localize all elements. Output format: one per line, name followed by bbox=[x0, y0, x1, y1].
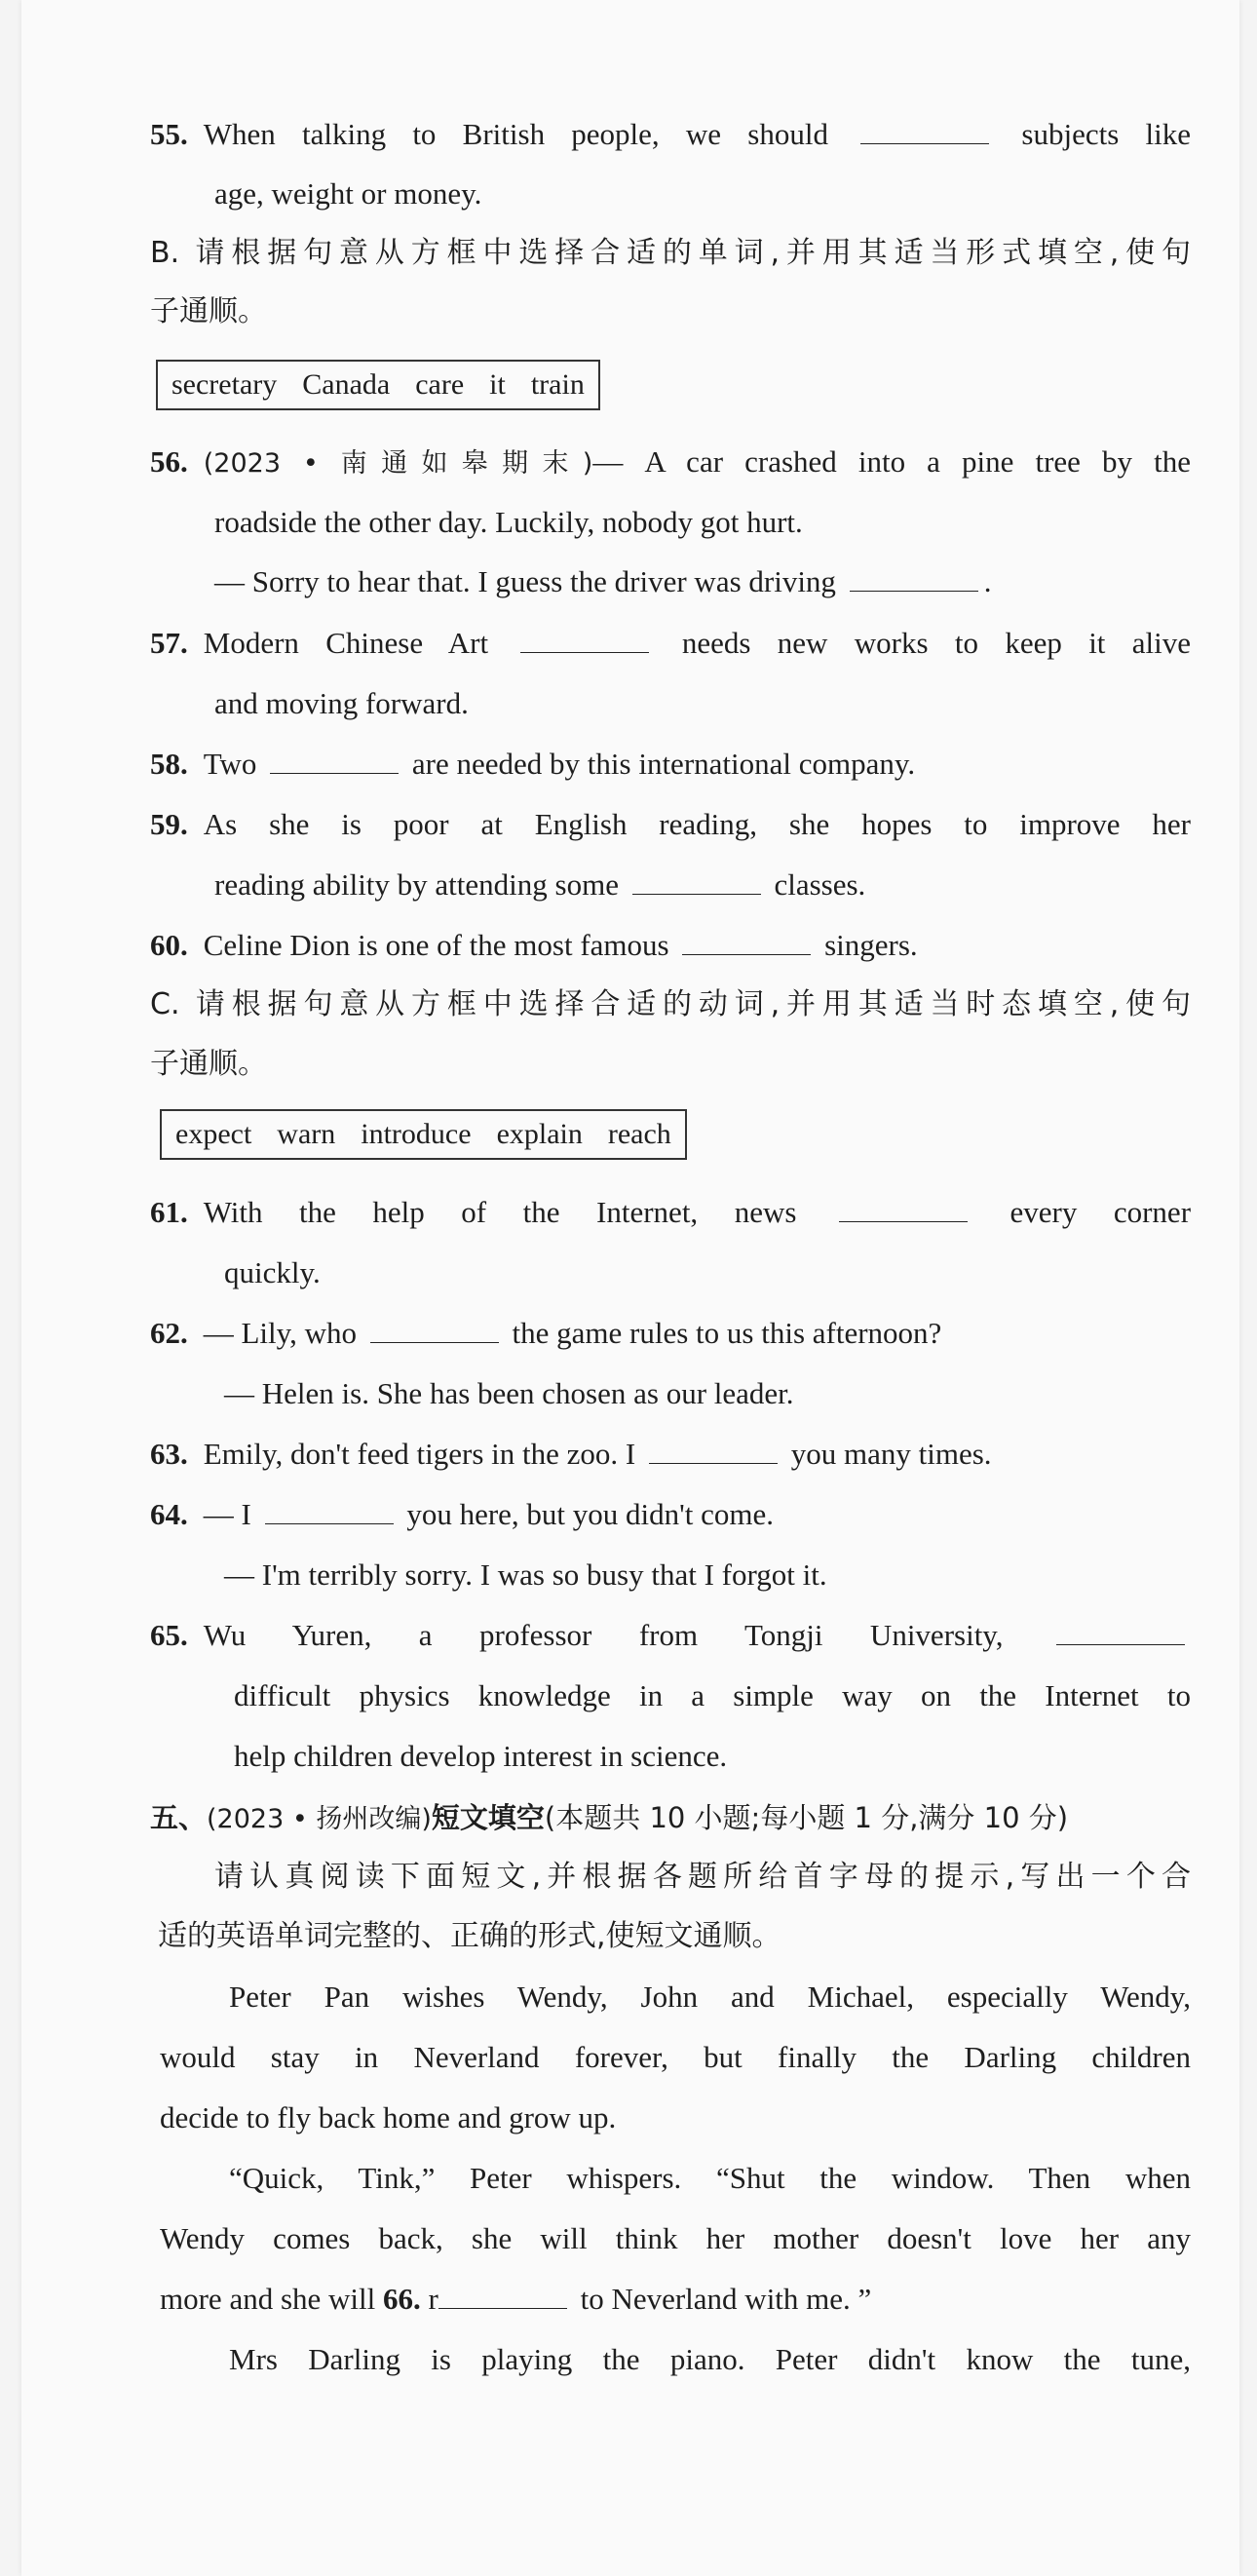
passage-p1-line-1: Peter Pan wishes Wendy, John and Michael, especially Wendy, bbox=[229, 1980, 1191, 2014]
passage-p2-line-3: more and she will 66. r to Neverland with me. ” bbox=[160, 2282, 872, 2316]
word-box-item: care bbox=[415, 368, 465, 401]
passage-p1-line-3: decide to fly back home and grow up. bbox=[160, 2100, 617, 2134]
question-64-line-2: — I'm terribly sorry. I was so busy that I forgot it. bbox=[224, 1557, 827, 1592]
section-score: (本题共 10 小题;每小题 1 分,满分 10 分) bbox=[544, 1801, 1069, 1834]
answer-blank-61[interactable] bbox=[839, 1194, 968, 1222]
question-number: 62. bbox=[150, 1316, 188, 1350]
question-number: 65. bbox=[150, 1618, 188, 1652]
question-59-line-2: reading ability by attending some classes. bbox=[214, 867, 866, 902]
section-c-instruction-1: C. 请根据句意从方框中选择合适的动词,并用其适当时态填空,使句 bbox=[150, 987, 1191, 1021]
answer-blank-59[interactable] bbox=[632, 866, 761, 895]
first-letter-hint: r bbox=[428, 2282, 438, 2316]
question-number: 55. bbox=[150, 117, 188, 151]
section-b-instruction-2: 子通顺。 bbox=[150, 294, 267, 328]
question-65-line-2: difficult physics knowledge in a simple way on the Internet to bbox=[234, 1678, 1191, 1712]
passage-p2-line-1: “Quick, Tink,” Peter whispers. “Shut the window. Then when bbox=[229, 2161, 1191, 2195]
question-64-line-1: 64. — I you here, but you didn't come. bbox=[150, 1497, 774, 1531]
passage-p1-line-2: would stay in Neverland forever, but finally the Darling children bbox=[160, 2040, 1191, 2074]
word-box-item: explain bbox=[496, 1118, 583, 1150]
question-57-line-1: 57. Modern Chinese Art needs new works to keep it alive bbox=[150, 626, 1192, 660]
word-box-item: Canada bbox=[302, 368, 391, 401]
answer-blank-55[interactable] bbox=[860, 116, 989, 144]
section-b-instruction-1: B. 请根据句意从方框中选择合适的单词,并用其适当形式填空,使句 bbox=[150, 236, 1191, 270]
question-number: 57. bbox=[150, 626, 188, 660]
section-5-header: 五、(2023 • 扬州改编)短文填空(本题共 10 小题;每小题 1 分,满分 10 分) bbox=[150, 1801, 1069, 1834]
word-box-item: it bbox=[489, 368, 506, 401]
question-source: (2023 • 南通如皋期末) bbox=[203, 448, 593, 479]
question-65-line-3: help children develop interest in science. bbox=[234, 1739, 728, 1773]
question-61-line-2: quickly. bbox=[224, 1255, 321, 1289]
question-number: 58. bbox=[150, 747, 188, 781]
question-62-line-2: — Helen is. She has been chosen as our leader. bbox=[224, 1376, 794, 1410]
question-58: 58. Two are needed by this international company. bbox=[150, 747, 916, 781]
answer-blank-63[interactable] bbox=[649, 1436, 778, 1464]
word-box-c bbox=[160, 1109, 687, 1160]
question-number: 59. bbox=[150, 807, 188, 841]
question-63: 63. Emily, don't feed tigers in the zoo. I you many times. bbox=[150, 1437, 992, 1471]
question-number: 64. bbox=[150, 1497, 188, 1531]
question-56-line-1: 56. (2023 • 南通如皋期末)— A car crashed into a pine tree by the bbox=[150, 444, 1191, 479]
word-box-item: train bbox=[530, 368, 585, 401]
passage-p3-line-1: Mrs Darling is playing the piano. Peter didn't know the tune, bbox=[229, 2342, 1191, 2376]
answer-blank-66[interactable] bbox=[438, 2281, 567, 2309]
question-61-line-1: 61. With the help of the Internet, news every corner bbox=[150, 1195, 1192, 1229]
passage-p2-line-2: Wendy comes back, she will think her mother doesn't love her any bbox=[160, 2221, 1191, 2255]
word-box-item: warn bbox=[277, 1118, 336, 1150]
question-number: 63. bbox=[150, 1437, 188, 1471]
question-57-line-2: and moving forward. bbox=[214, 686, 469, 720]
word-box-b bbox=[156, 360, 600, 410]
question-number: 61. bbox=[150, 1195, 188, 1229]
answer-blank-64[interactable] bbox=[265, 1496, 394, 1524]
question-56-line-3: — Sorry to hear that. I guess the driver was driving . bbox=[214, 564, 992, 598]
answer-blank-57[interactable] bbox=[520, 625, 649, 653]
section-5-instruction-2: 适的英语单词完整的、正确的形式,使短文通顺。 bbox=[158, 1919, 781, 1953]
section-c-instruction-2: 子通顺。 bbox=[150, 1047, 267, 1081]
section-title: 短文填空 bbox=[431, 1801, 545, 1834]
answer-blank-62[interactable] bbox=[370, 1315, 499, 1343]
question-56-line-2: roadside the other day. Luckily, nobody got hurt. bbox=[214, 505, 803, 539]
question-number: 60. bbox=[150, 928, 188, 962]
answer-blank-60[interactable] bbox=[682, 927, 811, 955]
section-5-instruction-1: 请认真阅读下面短文,并根据各题所给首字母的提示,写出一个合 bbox=[214, 1860, 1191, 1894]
word-box-item: introduce bbox=[361, 1118, 472, 1150]
answer-blank-65[interactable] bbox=[1056, 1617, 1185, 1645]
question-55-line-1: 55. When talking to British people, we should subjects like bbox=[150, 117, 1192, 151]
question-number: 66. bbox=[383, 2282, 421, 2316]
question-55-line-2: age, weight or money. bbox=[214, 176, 482, 211]
word-box-item: reach bbox=[607, 1118, 671, 1150]
section-source: (2023 • 扬州改编) bbox=[207, 1804, 432, 1834]
word-box-item: expect bbox=[175, 1118, 252, 1150]
question-62-line-1: 62. — Lily, who the game rules to us this afternoon? bbox=[150, 1316, 942, 1350]
question-60: 60. Celine Dion is one of the most famous singers. bbox=[150, 928, 918, 962]
answer-blank-58[interactable] bbox=[270, 746, 399, 774]
worksheet-page bbox=[21, 0, 1239, 2576]
question-number: 56. bbox=[150, 444, 188, 479]
word-box-item: secretary bbox=[171, 368, 278, 401]
question-59-line-1: 59. As she is poor at English reading, she hopes to improve her bbox=[150, 807, 1191, 841]
question-65-line-1: 65. Wu Yuren, a professor from Tongji University, bbox=[150, 1614, 1191, 1657]
answer-blank-56[interactable] bbox=[850, 563, 978, 592]
